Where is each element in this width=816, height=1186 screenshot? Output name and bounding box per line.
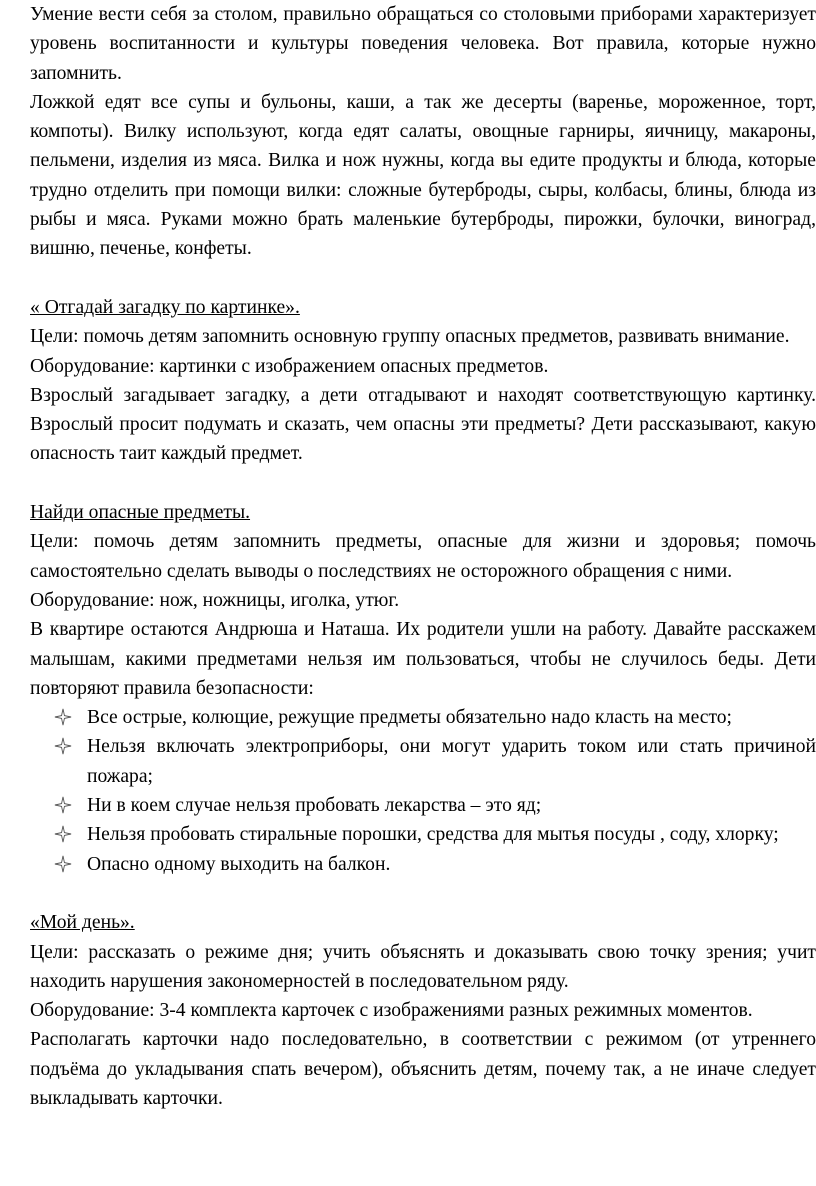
list-item-text: Нельзя пробовать стиральные порошки, средства для мытья посуды , соду, хлорку; (87, 824, 779, 846)
dangerous-items-goals: Цели: помочь детям запомнить предметы, опасные для жизни и здоровья; помочь самостоятельно сделать выводы о последствиях не осторожного обращения с ними. (30, 531, 816, 582)
intro-paragraph: Умение вести себя за столом, правильно обращаться со столовыми приборами характеризует уровень воспитанности и культуры поведения человека. Вот правила, которые нужно запомнить. (30, 4, 816, 84)
four-point-star-icon (54, 796, 72, 814)
list-item-text: Все острые, колющие, режущие предметы обязательно надо класть на место; (87, 707, 733, 729)
riddle-game-description: Взрослый загадывает загадку, а дети отгадывают и находят соответствующую картинку. Взрослый просит подумать и сказать, чем опасны эти предметы? Дети рассказывают, какую опасность таит каждый предмет. (30, 384, 816, 465)
list-item (30, 791, 816, 820)
four-point-star-icon (54, 708, 72, 726)
spacer (30, 879, 816, 908)
my-day-equipment: Оборудование: 3-4 комплекта карточек с изображениями разных режимных моментов. (30, 1000, 753, 1022)
my-day-goals: Цели: рассказать о режиме дня; учить объяснять и доказывать свою точку зрения; учит находить нарушения закономерностей в последовательном ряду. (30, 941, 816, 992)
dangerous-items-description: В квартире остаются Андрюша и Наташа. Их родители ушли на работу. Давайте расскажем малышам, какими предметами нельзя им пользоваться, чтобы не случилось беды. Дети повторяют правила безопасности: (30, 619, 816, 699)
list-item (30, 703, 816, 732)
document-page (30, 0, 816, 1113)
list-item-text: Опасно одному выходить на балкон. (87, 853, 391, 875)
my-day-section (30, 908, 816, 1113)
safety-rules-list (30, 703, 816, 879)
list-item (30, 820, 816, 849)
utensils-paragraph: Ложкой едят все супы и бульоны, каши, а так же десерты (варенье, мороженное, торт, компоты). Вилку используют, когда едят салаты, овощные гарниры, яичницу, макароны, пельмени, изделия из мяса. Вилка и нож нужны, когда вы едите продукты и блюда, которые трудно отделить при помощи вилки: сложные бутерброды, сыры, колбасы, блины, блюда из рыбы и мяса. Руками можно брать маленькие бутерброды, пирожки, булочки, виноград, вишню, печенье, конфеты. (30, 91, 816, 260)
spacer (30, 264, 816, 293)
riddle-game-equipment: Оборудование: картинки с изображением опасных предметов. (30, 355, 549, 377)
four-point-star-icon (54, 737, 72, 755)
table-manners-section (30, 0, 816, 264)
dangerous-items-equipment: Оборудование: нож, ножницы, иголка, утюг. (30, 589, 400, 611)
my-day-description: Располагать карточки надо последовательно, в соответствии с режимом (от утреннего подъёма до укладывания спать вечером), объяснить детям, почему так, а не иначе следует выкладывать карточки. (30, 1029, 816, 1109)
four-point-star-icon (54, 855, 72, 873)
riddle-game-goals: Цели: помочь детям запомнить основную группу опасных предметов, развивать внимание. (30, 326, 790, 348)
my-day-title: «Мой день». (30, 912, 135, 934)
list-item (30, 850, 816, 879)
riddle-game-title: « Отгадай загадку по картинке». (30, 296, 300, 318)
spacer (30, 469, 816, 498)
dangerous-items-title: Найди опасные предметы. (30, 502, 251, 524)
list-item-text: Ни в коем случае нельзя пробовать лекарства – это яд; (87, 795, 542, 817)
dangerous-items-section (30, 498, 816, 879)
list-item (30, 732, 816, 791)
list-item-text: Нельзя включать электроприборы, они могут ударить током или стать причиной пожара; (87, 736, 816, 787)
riddle-game-section (30, 293, 816, 469)
four-point-star-icon (54, 825, 72, 843)
